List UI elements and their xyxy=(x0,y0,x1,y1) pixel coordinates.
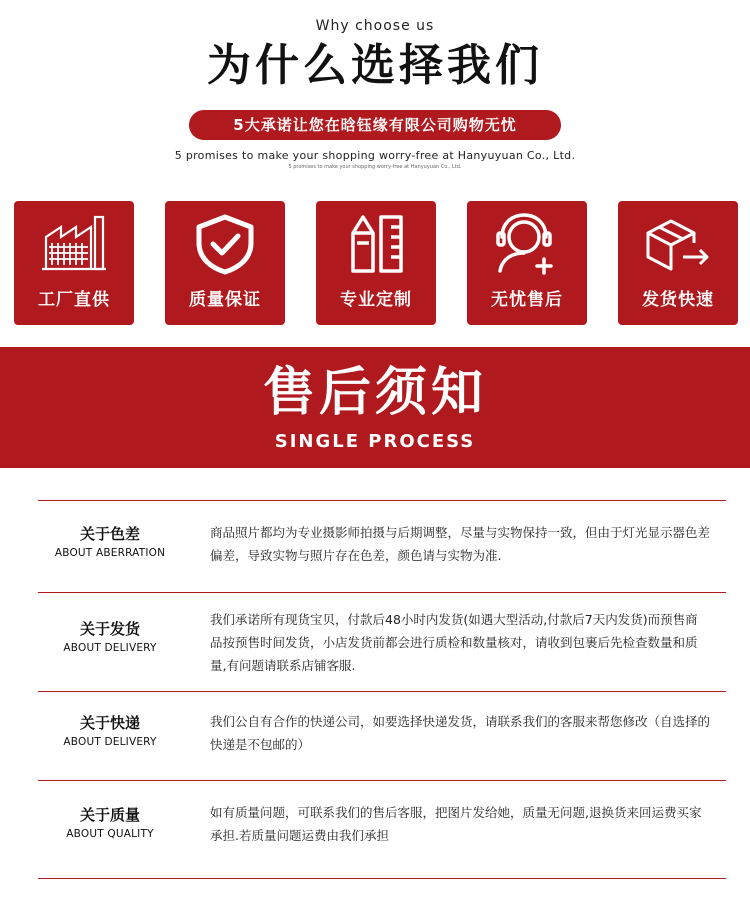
note-title: 关于快递 xyxy=(79,714,140,732)
feature-card-quality xyxy=(165,201,285,325)
note-row-aberration xyxy=(38,500,726,593)
after-sale-banner xyxy=(0,347,750,468)
note-title-en: ABOUT DELIVERY xyxy=(63,736,157,748)
feature-card-shipping xyxy=(618,201,738,325)
note-row-delivery xyxy=(38,592,726,691)
note-body: 如有质量问题，可联系我们的售后客服，把图片发给她，质量无问题,退换货来回运费买家承担.若质量问题运费由我们承担 xyxy=(210,805,702,843)
feature-card-factory xyxy=(14,201,134,325)
eyebrow-text: Why choose us xyxy=(315,18,435,34)
subtitle-en: 5 promises to make your shopping worry-free at Hanyuyuan Co., Ltd. xyxy=(174,149,576,162)
feature-label: 发货快速 xyxy=(642,290,714,310)
shield-check-icon xyxy=(190,213,260,275)
note-body: 商品照片都均为专业摄影师拍摄与后期调整，尽量与实物保持一致，但由于灯光显示器色差偏差，导致实物与照片存在色差，颜色请与实物为准. xyxy=(210,525,711,563)
note-title-en: ABOUT DELIVERY xyxy=(63,642,157,654)
feature-label: 专业定制 xyxy=(340,290,412,310)
feature-cards xyxy=(14,201,738,325)
banner-subtitle: SINGLE PROCESS xyxy=(274,431,476,452)
note-row-quality xyxy=(38,780,726,878)
feature-label: 无忧售后 xyxy=(491,290,563,310)
delivery-box-icon xyxy=(643,213,713,275)
promise-pill: 5大承诺让您在晗钰缘有限公司购物无忧 xyxy=(189,110,561,140)
note-title-en: ABOUT QUALITY xyxy=(66,828,154,840)
note-title: 关于色差 xyxy=(79,525,140,543)
note-row-courier xyxy=(38,691,726,780)
note-body: 我们公自有合作的快递公司，如要选择快递发货，请联系我们的客服来帮您修改（自选择的快递是不包邮的） xyxy=(210,714,711,752)
headset-icon xyxy=(492,213,562,275)
factory-icon xyxy=(39,213,109,275)
note-title: 关于质量 xyxy=(79,806,140,824)
feature-label: 质量保证 xyxy=(189,290,261,310)
page-title: 为什么选择我们 xyxy=(207,40,543,91)
note-body: 我们承诺所有现货宝贝，付款后48小时内发货(如遇大型活动,付款后7天内发货)而预售商品按预售时间发货，小店发货前都会进行质检和数量核对，请收到包裹后先检查数量和质量,有问题请联系店铺客服. xyxy=(210,612,698,673)
divider xyxy=(38,878,726,879)
feature-card-custom xyxy=(316,201,436,325)
note-title: 关于发货 xyxy=(79,620,140,638)
subtitle-en-small: 5 promises to make your shopping worry-free at Hanyuyuan Co., Ltd. xyxy=(288,164,462,170)
feature-label: 工厂直供 xyxy=(38,290,110,310)
banner-title: 售后须知 xyxy=(262,363,487,423)
pencil-ruler-icon xyxy=(341,213,411,275)
note-title-en: ABOUT ABERRATION xyxy=(54,547,166,559)
feature-card-aftersale xyxy=(467,201,587,325)
